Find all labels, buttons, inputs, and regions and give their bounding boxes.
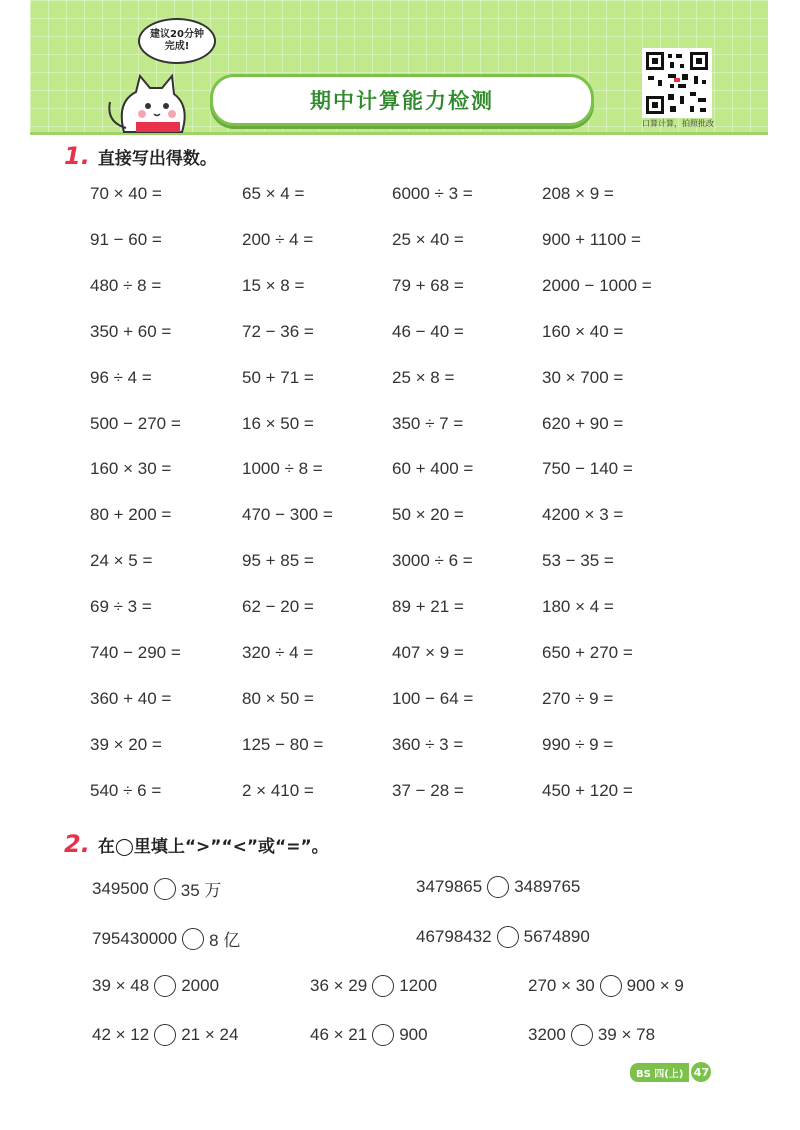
calc-problem: 620 + 90 = xyxy=(542,413,624,433)
calc-problem: 96 ÷ 4 = xyxy=(90,367,152,387)
comparison-right: 900 xyxy=(399,1025,428,1044)
calc-problem: 2 × 410 = xyxy=(242,780,314,800)
comparison-left: 36 × 29 xyxy=(310,976,368,995)
comparison-right: 8 亿 xyxy=(209,931,241,950)
calc-problem: 25 × 8 = xyxy=(392,367,455,387)
answer-circle[interactable] xyxy=(571,1024,593,1046)
comparison-left: 46798432 xyxy=(416,927,492,946)
comparison-right: 21 × 24 xyxy=(181,1025,239,1044)
answer-circle[interactable] xyxy=(154,1024,176,1046)
calc-problem: 360 + 40 = xyxy=(90,688,172,708)
calc-row xyxy=(90,368,710,398)
calc-problem: 450 + 120 = xyxy=(542,780,633,800)
header-banner xyxy=(30,0,768,135)
comparison-right: 2000 xyxy=(181,976,220,995)
calc-problem: 990 ÷ 9 = xyxy=(542,734,614,754)
calc-row xyxy=(90,689,710,719)
speech-bubble xyxy=(138,18,216,64)
calc-problem: 37 − 28 = xyxy=(392,780,464,800)
calc-row xyxy=(90,781,710,811)
calc-problem: 740 − 290 = xyxy=(90,643,181,662)
calc-row xyxy=(90,276,710,306)
page-footer xyxy=(630,1062,711,1082)
calc-problem: 500 − 270 = xyxy=(90,413,181,433)
calc-problem: 350 ÷ 7 = xyxy=(392,413,464,433)
calc-problem: 89 + 21 = xyxy=(392,597,464,617)
answer-circle[interactable] xyxy=(600,975,622,997)
calc-problem: 72 − 36 = xyxy=(242,321,314,341)
calc-problem: 750 − 140 = xyxy=(542,459,633,479)
calc-problem: 270 ÷ 9 = xyxy=(542,688,614,708)
comparison-right: 5674890 xyxy=(523,927,590,946)
page-number: 47 xyxy=(691,1062,711,1082)
calc-problem: 50 + 71 = xyxy=(242,367,314,387)
calc-row xyxy=(90,735,710,765)
comparison-right: 900 × 9 xyxy=(626,976,684,995)
calc-problem: 80 × 50 = xyxy=(242,688,314,708)
comparison-item xyxy=(416,876,580,898)
calc-row xyxy=(90,643,710,673)
calc-problem: 30 × 700 = xyxy=(542,367,624,387)
comparison-right: 35 万 xyxy=(180,881,222,900)
section-title: 在◯里填上“>”“<”或“=”。 xyxy=(97,836,329,857)
answer-circle[interactable] xyxy=(154,975,176,997)
bubble-text: 建议20分钟完成! xyxy=(150,29,204,52)
calc-row xyxy=(90,322,710,352)
section-number: 2. xyxy=(64,830,90,858)
calc-problem: 80 + 200 = xyxy=(90,505,172,525)
edition-label: BS 四(上) xyxy=(630,1063,689,1082)
calc-problem: 65 × 4 = xyxy=(242,184,305,203)
comparison-item xyxy=(528,975,684,997)
section-title: 直接写出得数。 xyxy=(97,148,217,169)
comparison-item xyxy=(528,1024,655,1046)
calc-problem: 540 ÷ 6 = xyxy=(90,780,162,800)
calc-problem: 900 + 1100 = xyxy=(542,229,641,249)
comparison-right: 3489765 xyxy=(514,877,581,896)
calc-problem: 480 ÷ 8 = xyxy=(90,275,162,295)
calc-problem: 79 + 68 = xyxy=(392,275,464,295)
answer-circle[interactable] xyxy=(154,878,176,900)
comparison-left: 42 × 12 xyxy=(92,1025,150,1044)
page-title: 期中计算能力检测 xyxy=(310,89,494,113)
answer-circle[interactable] xyxy=(182,928,204,950)
calc-row xyxy=(90,230,710,260)
calc-problem: 650 + 270 = xyxy=(542,643,633,662)
calc-problem: 160 × 40 = xyxy=(542,321,624,341)
calc-problem: 360 ÷ 3 = xyxy=(392,734,464,754)
calc-row xyxy=(90,414,710,444)
section-2-heading xyxy=(64,830,329,858)
calc-problem: 160 × 30 = xyxy=(90,459,172,479)
calc-problem: 25 × 40 = xyxy=(392,229,464,249)
comparison-item xyxy=(416,926,590,948)
calc-problem: 125 − 80 = xyxy=(242,734,324,754)
comparison-left: 3479865 xyxy=(416,877,483,896)
calc-problem: 95 + 85 = xyxy=(242,551,314,571)
comparison-left: 46 × 21 xyxy=(310,1025,368,1044)
calc-problem: 46 − 40 = xyxy=(392,321,464,341)
comparison-left: 39 × 48 xyxy=(92,976,150,995)
answer-circle[interactable] xyxy=(372,975,394,997)
qr-code-icon[interactable] xyxy=(642,48,712,118)
comparison-right: 39 × 78 xyxy=(597,1025,656,1044)
comparison-item xyxy=(310,1024,428,1046)
calc-row xyxy=(90,597,710,627)
calc-row xyxy=(90,551,710,581)
comparison-left: 3200 xyxy=(528,1025,566,1044)
calc-problem: 50 × 20 = xyxy=(392,505,464,525)
answer-circle[interactable] xyxy=(487,876,509,898)
calc-problem: 180 × 4 = xyxy=(542,597,614,617)
calc-problem: 6000 ÷ 3 = xyxy=(392,184,473,203)
calc-problem: 39 × 20 = xyxy=(90,734,162,754)
calc-problem: 91 − 60 = xyxy=(90,229,162,249)
calc-problem: 4200 × 3 = xyxy=(542,505,624,525)
calc-row xyxy=(90,184,710,214)
comparison-item xyxy=(92,975,219,997)
calc-problem: 24 × 5 = xyxy=(90,551,153,571)
comparison-left: 270 × 30 xyxy=(528,976,595,995)
section-1-heading xyxy=(64,142,217,170)
comparison-left: 795430000 xyxy=(92,928,178,948)
calc-problem: 350 + 60 = xyxy=(90,321,172,341)
calc-row xyxy=(90,459,710,489)
calc-problem: 69 ÷ 3 = xyxy=(90,597,152,617)
title-banner xyxy=(210,74,594,126)
section-number: 1. xyxy=(64,142,90,170)
comparison-item xyxy=(92,926,240,951)
calc-problem: 3000 ÷ 6 = xyxy=(392,551,473,571)
comparison-left: 349500 xyxy=(92,878,149,898)
calc-problem: 208 × 9 = xyxy=(542,184,614,203)
calc-problem: 470 − 300 = xyxy=(242,505,333,525)
answer-circle[interactable] xyxy=(497,926,519,948)
qr-caption: 口算计算，拍照批改 xyxy=(642,119,714,128)
calc-problem: 200 ÷ 4 = xyxy=(242,229,314,249)
calc-problem: 100 − 64 = xyxy=(392,688,474,708)
calc-problem: 16 × 50 = xyxy=(242,413,314,433)
calc-problem: 53 − 35 = xyxy=(542,551,614,571)
calc-problem: 2000 − 1000 = xyxy=(542,275,652,295)
comparison-item xyxy=(310,975,437,997)
comparison-right: 1200 xyxy=(399,976,438,995)
calc-problem: 60 + 400 = xyxy=(392,459,474,479)
calc-problem: 15 × 8 = xyxy=(242,275,305,295)
cat-mascot-icon xyxy=(96,62,196,134)
calc-row xyxy=(90,505,710,535)
answer-circle[interactable] xyxy=(372,1024,394,1046)
calc-problem: 62 − 20 = xyxy=(242,597,314,617)
calc-problem: 1000 ÷ 8 = xyxy=(242,459,323,479)
comparison-item xyxy=(92,1024,238,1046)
calc-problem: 70 × 40 = xyxy=(90,184,162,203)
comparison-item xyxy=(92,876,221,901)
calc-problem: 407 × 9 = xyxy=(392,643,464,662)
calc-problem: 320 ÷ 4 = xyxy=(242,643,314,662)
